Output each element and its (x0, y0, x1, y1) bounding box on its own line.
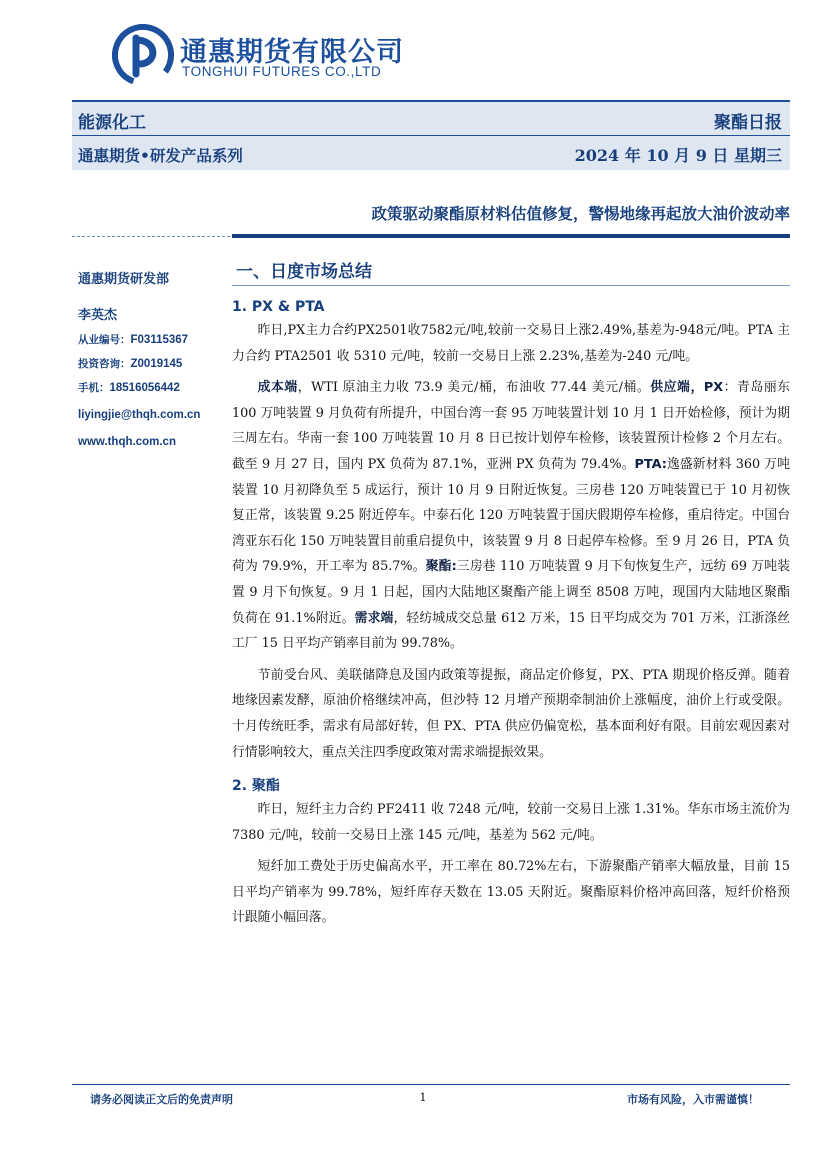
keyword-polyester: 聚酯: (425, 559, 457, 575)
page-number: 1 (419, 1091, 427, 1104)
keyword-pta: PTA: (634, 456, 667, 472)
series-label: 通惠期货•研发产品系列 (78, 147, 243, 165)
company-name-en: TONGHUI FUTURES CO.,LTD (182, 64, 382, 79)
paragraph-outlook: 节前受台风、美联储降息及国内政策等提振，商品定价修复，PX、PTA 期现价格反弹。随着地缘因素发酵，原油价格继续冲高，但沙特 12 月增产预期牵制油价上涨幅度，油价上行或受限。十月传统旺季，需求有局部好转，但 PX、PTA 供应仍偏宽松，基本面利好有限。目前宏观因素对行情影响较大，重点关注四季度政策对需求端提振效果。 (232, 667, 790, 760)
analyst-name: 李英杰 (78, 308, 118, 323)
report-header-band (72, 100, 790, 170)
paragraph-staple-fiber-prices: 昨日，短纤主力合约 PF2411 收 7248 元/吨，较前一交易日上涨 1.31%。华东市场主流价为 7380 元/吨，较前一交易日上涨 145 元/吨，基差为 562 元/吨。 (232, 802, 790, 843)
sector-label: 能源化工 (78, 113, 146, 133)
report-date: 2024 年 10 月 9 日 星期三 (574, 146, 782, 165)
paragraph-px-pta-prices: 昨日,PX主力合约PX2501收7582元/吨,较前一交易日上涨2.49%,基差为-948元/吨。PTA 主力合约 PTA2501 收 5310 元/吨，较前一交易日上涨 2.23%,基差为-240 元/吨。 (232, 323, 790, 364)
paragraph-staple-fiber-outlook: 短纤加工费处于历史偏高水平，开工率在 80.72%左右，下游聚酯产销率大幅放量，目前 15 日平均产销率为 99.78%，短纤库存天数在 13.05 天附近。聚酯原料价格冲高回落，短纤价格预计跟随小幅回落。 (232, 859, 790, 926)
research-dept: 通惠期货研发部 (78, 272, 170, 287)
license-line (78, 332, 228, 347)
sidebar-dashed-rule (72, 236, 230, 237)
footer-rule (72, 1084, 790, 1085)
headline-rule (232, 234, 790, 238)
report-type-label: 聚酯日报 (714, 113, 782, 133)
phone-line (78, 380, 228, 395)
section-title: 一、日度市场总结 (232, 258, 790, 286)
keyword-demand: 需求端 (354, 610, 394, 626)
analyst-email[interactable]: liyingjie@thqh.com.cn (78, 409, 201, 421)
keyword-cost: 成本端 (257, 380, 298, 396)
paragraph-fundamentals: 成本端，WTI 原油主力收 73.9 美元/桶，布油收 77.44 美元/桶。供应端，PX：青岛丽东 100 万吨装置 9 月负荷有所提升，中国台湾一套 95 万吨装置计划 10 月 1 日开始检修，预计为期三周左右。华南一套 100 万吨装置 10 月 8 日已按计划停车检修，该装置预计检修 2 个月左右。截至 9 月 27 日，国内 PX 负荷为 87.1%，亚洲 PX 负荷为 79.4%。PTA:逸盛新材料 360 万吨装置 10 月初降负至 5 成运行，预计 10 月 9 日附近恢复。三房巷 120 万吨装置已于 10 月初恢复正常，该装置 9.25 附近停车。中泰石化 120 万吨装置于国庆假期停车检修，重启待定。中国台湾亚东石化 150 万吨装置目前重启提负中，该装置 9 月 8 日起停车检修。至 9 月 26 日，PTA 负荷为 79.9%，开工率为 85.7%。聚酯:三房巷 110 万吨装置 9 月下旬恢复生产，远纺 69 万吨装置 9 月下旬恢复。9 月 1 日起，国内大陆地区聚酯产能上调至 8508 万吨，现国内大陆地区聚酯负荷在 91.1%附近。需求端，轻纺城成交总量 612 万米，15 日平均成交为 701 万米，江浙涤丝工厂 15 日平均产销率目前为 99.78%。 (232, 380, 791, 652)
disclaimer-notice: 请务必阅读正文后的免责声明 (90, 1093, 233, 1106)
report-body (232, 258, 790, 931)
subsection-polyester: 2. 聚酯 (232, 778, 280, 795)
logo-emblem-icon (112, 24, 174, 86)
subsection-px-pta: 1. PX & PTA (232, 299, 325, 315)
risk-warning: 市场有风险，入市需谨慎！ (627, 1093, 759, 1106)
band-divider (72, 135, 790, 136)
report-headline: 政策驱动聚酯原材料估值修复，警惕地缘再起放大油价波动率 (371, 205, 790, 223)
license-label: 从业编号： (78, 334, 131, 346)
advisory-number: Z0019145 (130, 358, 183, 370)
company-logo (112, 24, 412, 86)
advisory-label: 投资咨询： (78, 358, 131, 370)
phone-label: 手机： (78, 382, 110, 394)
company-website[interactable]: www.thqh.com.cn (78, 436, 176, 448)
company-name-cn: 通惠期货有限公司 (180, 37, 404, 68)
license-number: F03115367 (130, 334, 189, 346)
analyst-sidebar (78, 268, 228, 448)
phone-number: 18516056442 (109, 382, 180, 394)
keyword-supply: 供应端，PX (650, 380, 724, 396)
advisory-line (78, 356, 228, 371)
